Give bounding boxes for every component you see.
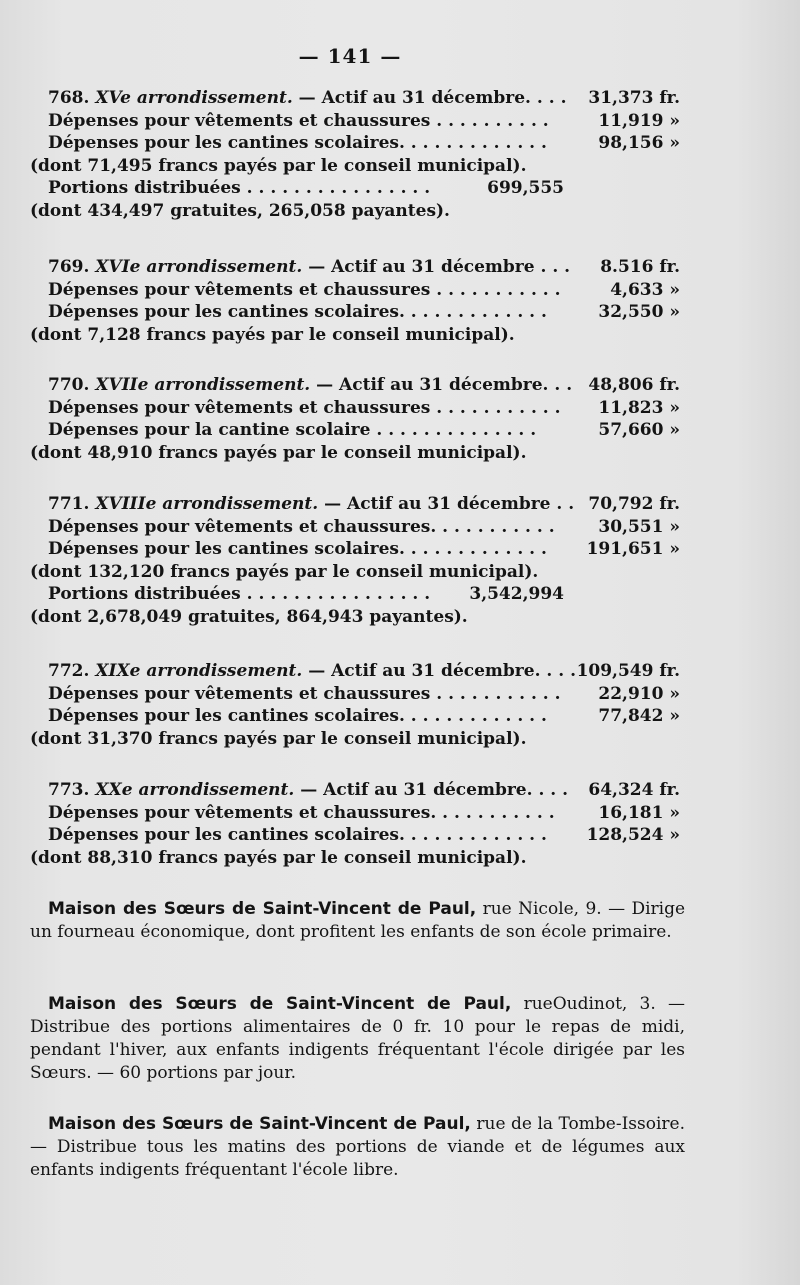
entry-note: (dont 48,910 francs payés par le conseil municipal). bbox=[30, 442, 527, 463]
entry-number: 770. bbox=[48, 375, 90, 395]
expense-label: Dépenses pour vêtements et chaussures bbox=[48, 802, 431, 823]
entry-note: (dont 31,370 francs payés par le conseil municipal). bbox=[30, 728, 527, 749]
arrondissement: XXe arrondissement. bbox=[95, 780, 295, 800]
entry-769 bbox=[30, 256, 690, 346]
portions-note: (dont 434,497 gratuites, 265,058 payantes). bbox=[30, 200, 450, 221]
entry-note: (dont 7,128 francs payés par le conseil municipal). bbox=[30, 324, 515, 345]
expense-line: Dépenses pour vêtements et chaussures . . . . . . . . . . . 22,910 » bbox=[48, 683, 680, 704]
actif-label: — Actif au 31 décembre. . . bbox=[316, 375, 573, 395]
entry-header bbox=[30, 660, 690, 683]
expense-label: Dépenses pour les cantines scolaires bbox=[48, 133, 399, 153]
arrondissement: XVe arrondissement. bbox=[95, 88, 293, 108]
arrondissement: XVIIIe arrondissement. bbox=[95, 494, 319, 514]
expense-amount: 128,524 » bbox=[586, 825, 680, 845]
entry-note: (dont 132,120 francs payés par le conseil municipal). bbox=[30, 561, 539, 582]
entry-note: (dont 71,495 francs payés par le conseil municipal). bbox=[30, 155, 527, 176]
maison-paragraph bbox=[30, 993, 685, 1085]
expense-amount: 98,156 » bbox=[598, 133, 680, 153]
expense-line: Dépenses pour les cantines scolaires. . . . . . . . . . . . . 32,550 » bbox=[48, 302, 680, 322]
expense-amount: 22,910 » bbox=[598, 683, 680, 704]
expense-amount: 32,550 » bbox=[598, 302, 680, 322]
actif-label: — Actif au 31 décembre. . . . bbox=[298, 88, 567, 108]
portions-label: Portions distribuées bbox=[48, 584, 241, 604]
expense-line: Dépenses pour vêtements et chaussures . . . . . . . . . . . 11,823 » bbox=[48, 397, 680, 418]
expense-amount: 11,919 » bbox=[598, 110, 680, 131]
expense-label: Dépenses pour les cantines scolaires bbox=[48, 706, 399, 726]
entry-header bbox=[30, 256, 690, 279]
arrondissement: XVIIe arrondissement. bbox=[95, 375, 311, 395]
expense-amount: 191,651 » bbox=[586, 539, 680, 559]
entry-header bbox=[30, 779, 690, 802]
expense-amount: 30,551 » bbox=[598, 516, 680, 537]
expense-line: Dépenses pour vêtements et chaussures. . . . . . . . . . . 30,551 » bbox=[48, 516, 680, 537]
entry-number: 772. bbox=[48, 661, 90, 681]
entry-number: 773. bbox=[48, 780, 90, 800]
entry-header bbox=[30, 374, 690, 397]
actif-label: — Actif au 31 décembre . . . bbox=[308, 257, 571, 277]
entry-number: 769. bbox=[48, 257, 90, 277]
expense-label: Dépenses pour la cantine scolaire bbox=[48, 420, 371, 440]
entry-header bbox=[30, 87, 690, 110]
maison-heading: Maison des Sœurs de Saint-Vincent de Paul, bbox=[48, 1114, 471, 1134]
expense-label: Dépenses pour vêtements et chaussures bbox=[48, 110, 431, 131]
expense-label: Dépenses pour les cantines scolaires bbox=[48, 302, 399, 322]
entry-768 bbox=[30, 87, 690, 222]
actif-amount: 48,806 fr. bbox=[588, 375, 680, 395]
entry-number: 771. bbox=[48, 494, 90, 514]
expense-label: Dépenses pour vêtements et chaussures bbox=[48, 516, 431, 537]
expense-label: Dépenses pour vêtements et chaussures bbox=[48, 683, 431, 704]
actif-label: — Actif au 31 décembre. . . . bbox=[300, 780, 569, 800]
page-number: — 141 — bbox=[298, 44, 402, 68]
actif-amount: 31,373 fr. bbox=[588, 88, 680, 108]
actif-amount: 64,324 fr. bbox=[588, 780, 680, 800]
maison-paragraph bbox=[30, 898, 685, 944]
expense-line: Dépenses pour les cantines scolaires. . . . . . . . . . . . . 191,651 » bbox=[48, 539, 680, 559]
expense-line: Dépenses pour vêtements et chaussures . . . . . . . . . . . 4,633 » bbox=[48, 279, 680, 300]
expense-amount: 77,842 » bbox=[598, 706, 680, 726]
maison-text: rueOudinot, 3. — Distribue des portions alimentaires de 0 fr. 10 pour le repas de midi, pendant l'hiver, aux enfants indigents fréquentant l'école dirigée par les Sœurs. — 60 portions par jour. bbox=[30, 994, 685, 1083]
expense-amount: 4,633 » bbox=[610, 279, 680, 300]
portions-note: (dont 2,678,049 gratuites, 864,943 payantes). bbox=[30, 606, 468, 627]
maison-heading: Maison des Sœurs de Saint-Vincent de Paul, bbox=[48, 994, 512, 1014]
portions-label: Portions distribuées bbox=[48, 178, 241, 198]
entry-773 bbox=[30, 779, 690, 869]
maison-heading: Maison des Sœurs de Saint-Vincent de Paul, bbox=[48, 899, 477, 919]
portions-line: Portions distribuées . . . . . . . . . . . . . . . . 699,555 bbox=[48, 178, 564, 198]
portions-line: Portions distribuées . . . . . . . . . . . . . . . . 3,542,994 bbox=[48, 584, 564, 604]
expense-amount: 11,823 » bbox=[598, 397, 680, 418]
entry-number: 768. bbox=[48, 88, 90, 108]
expense-label: Dépenses pour les cantines scolaires bbox=[48, 539, 399, 559]
actif-amount: 70,792 fr. bbox=[588, 494, 680, 514]
portions-amount: 3,542,994 bbox=[469, 584, 564, 604]
entry-770 bbox=[30, 374, 690, 464]
expense-line: Dépenses pour la cantine scolaire . . . . . . . . . . . . . . 57,660 » bbox=[48, 420, 680, 440]
expense-line: Dépenses pour les cantines scolaires. . . . . . . . . . . . . 77,842 » bbox=[48, 706, 680, 726]
arrondissement: XVIe arrondissement. bbox=[95, 257, 303, 277]
expense-label: Dépenses pour vêtements et chaussures bbox=[48, 397, 431, 418]
actif-amount: 109,549 fr. bbox=[576, 661, 680, 681]
maison-paragraph bbox=[30, 1113, 685, 1182]
maison-text: rue Nicole, 9. — Dirige un fourneau économique, dont profitent les enfants de son école primaire. bbox=[30, 899, 686, 942]
actif-label: — Actif au 31 décembre. . . . bbox=[308, 661, 577, 681]
entry-771 bbox=[30, 493, 690, 628]
expense-line: Dépenses pour les cantines scolaires. . . . . . . . . . . . . 128,524 » bbox=[48, 825, 680, 845]
entry-header bbox=[30, 493, 690, 516]
expense-label: Dépenses pour vêtements et chaussures bbox=[48, 279, 431, 300]
expense-amount: 57,660 » bbox=[598, 420, 680, 440]
expense-line: Dépenses pour les cantines scolaires. . . . . . . . . . . . . 98,156 » bbox=[48, 133, 680, 153]
expense-line: Dépenses pour vêtements et chaussures . . . . . . . . . . 11,919 » bbox=[48, 110, 680, 131]
expense-line: Dépenses pour vêtements et chaussures. . . . . . . . . . . 16,181 » bbox=[48, 802, 680, 823]
entry-772 bbox=[30, 660, 690, 750]
entry-note: (dont 88,310 francs payés par le conseil municipal). bbox=[30, 847, 527, 868]
actif-amount: 8.516 fr. bbox=[600, 257, 680, 277]
portions-amount: 699,555 bbox=[487, 178, 564, 198]
arrondissement: XIXe arrondissement. bbox=[95, 661, 303, 681]
expense-amount: 16,181 » bbox=[598, 802, 680, 823]
actif-label: — Actif au 31 décembre . . bbox=[324, 494, 575, 514]
expense-label: Dépenses pour les cantines scolaires bbox=[48, 825, 399, 845]
maison-text: rue de la Tombe-Issoire. — Distribue tous les matins des portions de viande et de légumes aux enfants indigents fréquentant l'école libre. bbox=[30, 1114, 685, 1180]
